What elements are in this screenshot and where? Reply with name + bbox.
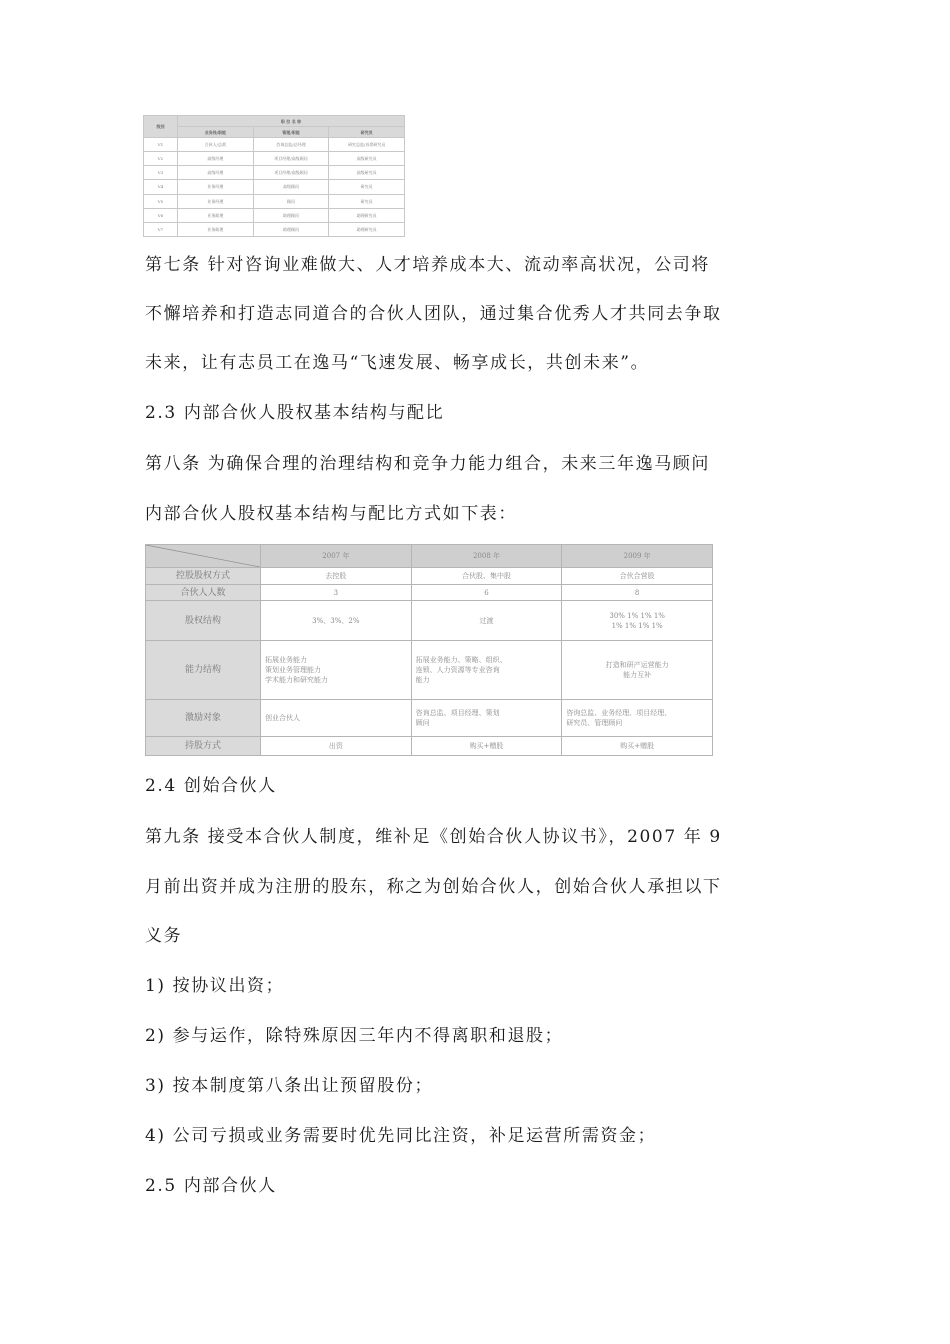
- column-header: 管理/职能: [253, 127, 329, 138]
- obligation-item-2: 2) 参与运作，除特殊原因三年内不得离职和退股；: [145, 1026, 564, 1046]
- table-row: 持股方式 出资 购买+赠股 购买+赠股: [146, 737, 713, 756]
- article-7-line-1: 第七条 针对咨询业难做大、人才培养成本大、流动率高状况，公司将: [145, 255, 711, 275]
- row-label: 持股方式: [146, 737, 261, 756]
- table-corner-header: 级别: [144, 116, 178, 138]
- table-row: 股权结构 3%、3%、2% 过渡 30% 1% 1% 1% 1% 1% 1% 1%: [146, 601, 713, 641]
- article-8-line-1: 第八条 为确保合理的治理结构和竞争力能力组合，未来三年逸马顾问: [145, 454, 711, 474]
- table-row: V3 高级经理 项目经理/高级顾问 高级研究员: [144, 166, 405, 180]
- section-heading-2-5: 2.5 内部合伙人: [145, 1176, 277, 1196]
- table-row: 控股股权方式 去控股 合伙股、集中股 合伙合营股: [146, 568, 713, 585]
- table-row: 激励对象 创业合伙人 咨询总监、项目经理、策划 顾问 咨询总监、业务经理、项目经理、 研究员、管理顾问: [146, 699, 713, 737]
- article-8-line-2: 内部合伙人股权基本结构与配比方式如下表：: [145, 504, 517, 524]
- column-header: 研究员: [329, 127, 405, 138]
- row-label: 能力结构: [146, 641, 261, 699]
- obligation-item-3: 3) 按本制度第八条出让预留股份；: [145, 1076, 434, 1096]
- position-level-table: [143, 115, 405, 237]
- year-header: 2007 年: [261, 545, 412, 568]
- table-row: V1 合伙人/总裁 咨询总监/总经理 研究总监/首席研究员: [144, 138, 405, 152]
- table-corner-diagonal: [146, 545, 261, 568]
- article-9-line-2: 月前出资并成为注册的股东，称之为创始合伙人，创始合伙人承担以下: [145, 877, 722, 897]
- column-header: 业务线/职能: [178, 127, 254, 138]
- table-row: V5 业务经理 顾问 研究员: [144, 194, 405, 208]
- table-row: V4 业务经理 高级顾问 研究员: [144, 180, 405, 194]
- row-label: 股权结构: [146, 601, 261, 641]
- row-label: 控股股权方式: [146, 568, 261, 585]
- partner-equity-table: [145, 544, 713, 756]
- article-9-line-3: 义务: [145, 926, 183, 946]
- table-row: 能力结构 拓展业务能力 策划业务管理能力 学术能力和研究能力 拓展业务能力、策略、组织、 连锁、人力资源等专业咨询 能力 打造和研产运营能力 能力互补: [146, 641, 713, 699]
- obligation-item-1: 1) 按协议出资；: [145, 976, 285, 996]
- obligation-item-4: 4) 公司亏损或业务需要时优先同比注资，补足运营所需资金；: [145, 1126, 657, 1146]
- article-9-line-1: 第九条 接受本合伙人制度，维补足《创始合伙人协议书》，2007 年 9: [145, 827, 722, 847]
- table-row: V7 业务助理 助理顾问 助理研究员: [144, 222, 405, 236]
- table-row: V6 业务助理 助理顾问 助理研究员: [144, 208, 405, 222]
- section-heading-2-3: 2.3 内部合伙人股权基本结构与配比: [145, 403, 445, 423]
- year-header: 2009 年: [562, 545, 713, 568]
- row-label: 激励对象: [146, 699, 261, 737]
- year-header: 2008 年: [411, 545, 562, 568]
- article-7-line-2: 不懈培养和打造志同道合的合伙人团队，通过集合优秀人才共同去争取: [145, 304, 722, 324]
- table-row: 合伙人人数 3 6 8: [146, 584, 713, 601]
- table-group-header: 职 位 名 称: [178, 116, 405, 127]
- table-row: V2 高级经理 项目经理/高级顾问 高级研究员: [144, 152, 405, 166]
- article-7-line-3: 未来，让有志员工在逸马“飞速发展、畅享成长，共创未来”。: [145, 353, 650, 373]
- section-heading-2-4: 2.4 创始合伙人: [145, 776, 277, 796]
- row-label: 合伙人人数: [146, 584, 261, 601]
